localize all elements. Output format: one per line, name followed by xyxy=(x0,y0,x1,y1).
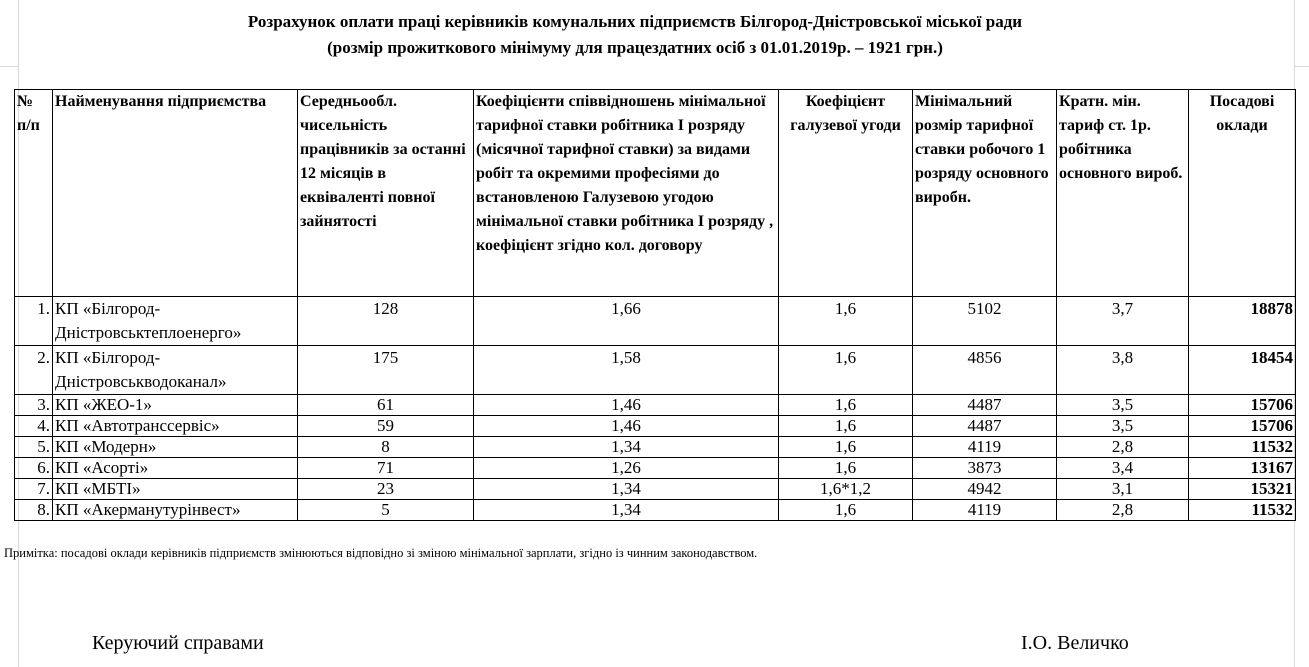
cell-coef: 1,34 xyxy=(474,437,779,458)
cell-branch: 1,6 xyxy=(779,297,913,346)
cell-coef: 1,34 xyxy=(474,479,779,500)
cell-mult: 2,8 xyxy=(1057,500,1189,521)
cell-min-rate: 4119 xyxy=(913,500,1057,521)
cell-name: КП «Автотранссервіс» xyxy=(53,416,298,437)
cell-min-rate: 4487 xyxy=(913,416,1057,437)
cell-coef: 1,46 xyxy=(474,416,779,437)
cell-min-rate: 3873 xyxy=(913,458,1057,479)
cell-number: 3. xyxy=(15,395,53,416)
cell-staff: 59 xyxy=(298,416,474,437)
cell-mult: 3,1 xyxy=(1057,479,1189,500)
header-min-rate: Мінімальний розмір тарифної ставки робочого 1 розряду основного виробн. xyxy=(913,90,1057,297)
cell-staff: 5 xyxy=(298,500,474,521)
header-multiplier: Кратн. мін. тариф ст. 1р. робітника основного вироб. xyxy=(1057,90,1189,297)
cell-coef: 1,46 xyxy=(474,395,779,416)
cell-salary: 18878 xyxy=(1189,297,1296,346)
cell-salary: 15706 xyxy=(1189,395,1296,416)
cell-salary: 13167 xyxy=(1189,458,1296,479)
cell-mult: 3,7 xyxy=(1057,297,1189,346)
table-row xyxy=(15,297,1296,346)
table-row xyxy=(15,458,1296,479)
cell-name: КП «Акерманутурінвест» xyxy=(53,500,298,521)
cell-name: КП «Білгород-Дністровськводоканал» xyxy=(53,346,298,395)
signature-position: Керуючий справами xyxy=(92,632,264,654)
cell-mult: 3,5 xyxy=(1057,416,1189,437)
cell-min-rate: 4942 xyxy=(913,479,1057,500)
cell-branch: 1,6 xyxy=(779,395,913,416)
header-number: № п/п xyxy=(15,90,53,297)
cell-branch: 1,6 xyxy=(779,437,913,458)
cell-branch: 1,6 xyxy=(779,346,913,395)
cell-number: 4. xyxy=(15,416,53,437)
table-row xyxy=(15,437,1296,458)
signature-name: І.О. Величко xyxy=(1021,632,1129,654)
header-salary: Посадові оклади xyxy=(1189,90,1296,297)
cell-min-rate: 4856 xyxy=(913,346,1057,395)
page-guide-top-left xyxy=(0,66,18,67)
table-row xyxy=(15,346,1296,395)
salary-table xyxy=(14,89,1296,521)
cell-min-rate: 4119 xyxy=(913,437,1057,458)
cell-number: 2. xyxy=(15,346,53,395)
header-branch-coef: Коефіцієнт галузевої угоди xyxy=(779,90,913,297)
cell-salary: 15321 xyxy=(1189,479,1296,500)
cell-salary: 11532 xyxy=(1189,437,1296,458)
document-title xyxy=(0,9,1270,61)
header-coefficients: Коефіцієнти співвідношень мінімальної тарифної ставки робітника І розряду (місячної тарифної ставки) за видами робіт та окремими професіями до встановленою Галузевою угодою мінімальної ставки робітника І розряду , коефіцієнт згідно кол. договору xyxy=(474,90,779,297)
cell-number: 7. xyxy=(15,479,53,500)
title-line-1: Розрахунок оплати праці керівників комунальних підприємств Білгород-Дністровської міської ради xyxy=(247,12,1023,31)
cell-staff: 8 xyxy=(298,437,474,458)
cell-staff: 128 xyxy=(298,297,474,346)
table-row xyxy=(15,416,1296,437)
cell-staff: 23 xyxy=(298,479,474,500)
cell-min-rate: 4487 xyxy=(913,395,1057,416)
table-row xyxy=(15,500,1296,521)
header-name: Найменування підприємства xyxy=(53,90,298,297)
cell-number: 6. xyxy=(15,458,53,479)
cell-branch: 1,6 xyxy=(779,500,913,521)
cell-staff: 71 xyxy=(298,458,474,479)
cell-name: КП «МБТІ» xyxy=(53,479,298,500)
cell-salary: 15706 xyxy=(1189,416,1296,437)
cell-coef: 1,34 xyxy=(474,500,779,521)
cell-staff: 175 xyxy=(298,346,474,395)
cell-branch: 1,6*1,2 xyxy=(779,479,913,500)
cell-salary: 18454 xyxy=(1189,346,1296,395)
cell-number: 8. xyxy=(15,500,53,521)
header-staff: Середньообл. чисельність працівників за останні 12 місяців в еквіваленті повної зайнятості xyxy=(298,90,474,297)
cell-name: КП «Модерн» xyxy=(53,437,298,458)
table-row xyxy=(15,479,1296,500)
cell-mult: 3,5 xyxy=(1057,395,1189,416)
cell-branch: 1,6 xyxy=(779,458,913,479)
cell-mult: 3,4 xyxy=(1057,458,1189,479)
cell-name: КП «Асорті» xyxy=(53,458,298,479)
cell-min-rate: 5102 xyxy=(913,297,1057,346)
table-header-row xyxy=(15,90,1296,297)
cell-number: 1. xyxy=(15,297,53,346)
cell-number: 5. xyxy=(15,437,53,458)
cell-name: КП «ЖЕО-1» xyxy=(53,395,298,416)
title-line-2: (розмір прожиткового мінімуму для працездатних осіб з 01.01.2019р. – 1921 грн.) xyxy=(327,38,943,57)
page-guide-top-right xyxy=(1295,66,1309,67)
cell-branch: 1,6 xyxy=(779,416,913,437)
cell-mult: 3,8 xyxy=(1057,346,1189,395)
cell-staff: 61 xyxy=(298,395,474,416)
table-row xyxy=(15,395,1296,416)
cell-salary: 11532 xyxy=(1189,500,1296,521)
cell-coef: 1,66 xyxy=(474,297,779,346)
cell-coef: 1,58 xyxy=(474,346,779,395)
cell-name: КП «Білгород-Дністровськтеплоенерго» xyxy=(53,297,298,346)
cell-coef: 1,26 xyxy=(474,458,779,479)
cell-mult: 2,8 xyxy=(1057,437,1189,458)
footnote: Примітка: посадові оклади керівників підприємств змінюються відповідно зі зміною мінімальної зарплати, згідно із чинним законодавством. xyxy=(4,546,758,560)
